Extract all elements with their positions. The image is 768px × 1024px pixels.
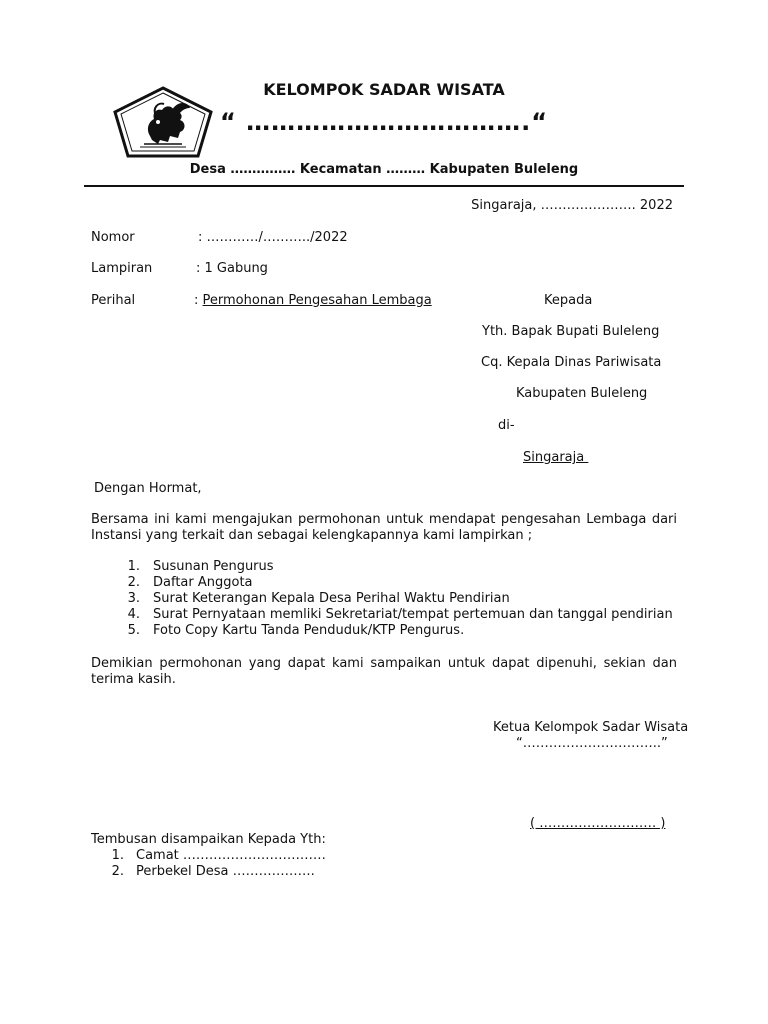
recipient-kepada: Kepada [544, 293, 593, 308]
list-item [126, 623, 673, 639]
recipient-line-1: Yth. Bapak Bupati Buleleng [482, 324, 660, 339]
list-item [126, 591, 673, 607]
signature-group-name: “…………………………..” [516, 736, 668, 751]
list-item [108, 848, 326, 864]
perihal-colon: : [194, 293, 203, 308]
list-number: 4. [127, 607, 140, 622]
list-item [126, 559, 673, 575]
meta-label-perihal: Perihal [91, 293, 136, 308]
list-text: Susunan Pengurus [153, 559, 274, 574]
body-paragraph: Bersama ini kami mengajukan permohonan untuk mendapat pengesahan Lembaga dari Instansi yang terkait dan sebagai kelengkapannya kami lampirkan ; [91, 512, 677, 543]
header-divider [84, 185, 684, 187]
group-name-placeholder: “ …………………………….“ [219, 108, 549, 136]
list-text: Foto Copy Kartu Tanda Penduduk/KTP Pengurus. [153, 623, 465, 638]
meta-label-nomor: Nomor [91, 230, 135, 245]
list-text: Camat …………………………… [136, 848, 326, 863]
list-text: Perbekel Desa ………………. [136, 864, 315, 879]
letterhead-address: Desa …………… Kecamatan ……… Kabupaten Buleleng [189, 162, 579, 177]
recipient-line-2: Cq. Kepala Dinas Pariwisata [481, 355, 662, 370]
list-number: 2. [111, 864, 124, 879]
recipient-line-5: Singaraja [523, 450, 589, 465]
recipient-line-3: Kabupaten Buleleng [516, 386, 648, 401]
list-number: 1. [127, 559, 140, 574]
list-text: Daftar Anggota [153, 575, 253, 590]
list-text: Surat Keterangan Kepala Desa Perihal Waktu Pendirian [153, 591, 510, 606]
list-item [108, 864, 326, 880]
meta-value-nomor: : …………/………../2022 [198, 230, 348, 245]
list-number: 3. [127, 591, 140, 606]
list-number: 1. [111, 848, 124, 863]
perihal-subject: Permohonan Pengesahan Lembaga [202, 293, 432, 308]
date-line: Singaraja, …………………. 2022 [471, 198, 673, 213]
meta-value-perihal [194, 293, 432, 308]
closing-paragraph: Demikian permohonan yang dapat kami sampaikan untuk dapat dipenuhi, sekian dan terima kasih. [91, 656, 677, 687]
cc-list [108, 848, 326, 880]
signature-signer: ( ……………………… ) [530, 816, 666, 831]
meta-label-lampiran: Lampiran [91, 261, 153, 276]
list-item [126, 575, 673, 591]
list-text: Surat Pernyataan memliki Sekretariat/tempat pertemuan dan tanggal pendirian [153, 607, 673, 622]
signature-position: Ketua Kelompok Sadar Wisata [493, 720, 689, 735]
recipient-line-4: di- [498, 418, 515, 433]
attachment-list [126, 559, 673, 639]
cc-heading: Tembusan disampaikan Kepada Yth: [91, 832, 326, 847]
list-number: 5. [127, 623, 140, 638]
list-number: 2. [127, 575, 140, 590]
meta-value-lampiran: : 1 Gabung [196, 261, 268, 276]
list-item [126, 607, 673, 623]
letterhead-title: KELOMPOK SADAR WISATA [263, 80, 505, 99]
salutation: Dengan Hormat, [94, 481, 202, 496]
